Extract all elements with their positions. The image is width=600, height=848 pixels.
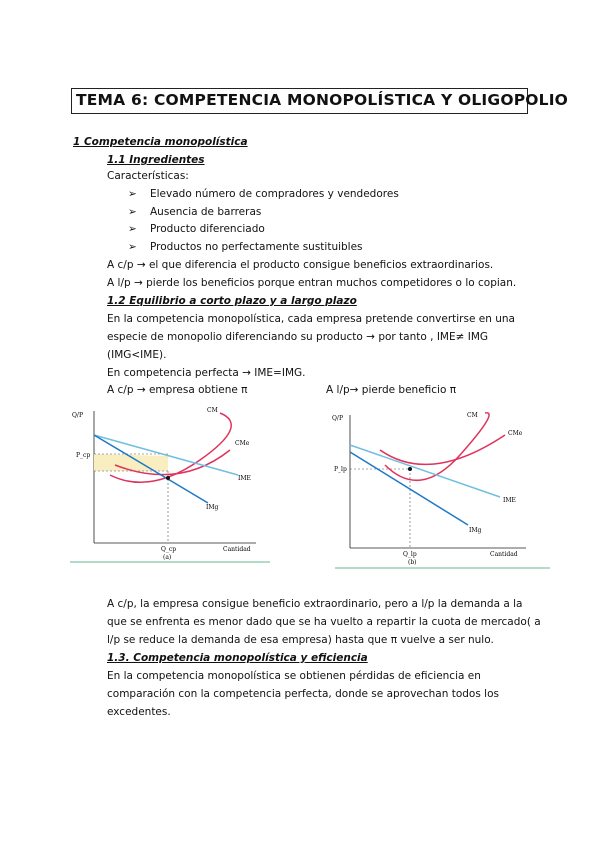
cp-statement: A c/p → el que diferencia el producto consigue beneficios extraordinarios. [107, 259, 494, 271]
cm-curve [385, 413, 489, 481]
arrowhead-bullet-icon: ➢ [128, 223, 137, 235]
subsection-1-2-heading: 1.2 Equilibrio a corto plazo y a largo plazo [107, 295, 357, 307]
paragraph-line: En la competencia monopolística se obtienen pérdidas de eficiencia en [107, 670, 481, 682]
paragraph-line: especie de monopolio diferenciando su producto → por tanto , IME≠ IMG [107, 331, 489, 343]
ime-label: IME [238, 475, 251, 482]
bullet-item: ➢ Ausencia de barreras [128, 206, 262, 218]
paragraph-line: l/p se reduce la demanda de esa empresa) hasta que π vuelve a ser nulo. [107, 634, 494, 646]
img-label: IMg [469, 527, 482, 534]
graph-left-label: A c/p → empresa obtiene π [107, 384, 248, 396]
img-label: IMg [206, 504, 219, 511]
short-run-graph [70, 405, 270, 565]
section-1-heading: 1 Competencia monopolística [73, 136, 248, 148]
cme-label: CMe [235, 440, 250, 447]
paragraph-line: excedentes. [107, 706, 171, 718]
long-run-graph [330, 405, 552, 570]
arrowhead-bullet-icon: ➢ [128, 241, 137, 253]
x-axis-label: Cantidad [223, 546, 251, 553]
lp-statement: A l/p → pierde los beneficios porque entran muchos competidores o lo copian. [107, 277, 517, 289]
paragraph-line: En la competencia monopolística, cada empresa pretende convertirse en una [107, 313, 515, 325]
bullet-item: ➢ Producto diferenciado [128, 223, 265, 235]
bullet-item: ➢ Elevado número de compradores y vendedores [128, 188, 399, 200]
quantity-label: Q_lp [403, 551, 417, 558]
subsection-1-3-heading: 1.3. Competencia monopolística y eficiencia [107, 652, 368, 664]
cme-label: CMe [508, 430, 523, 437]
cm-label: CM [207, 407, 218, 414]
cme-curve [380, 435, 505, 464]
ime-line [350, 445, 500, 497]
quantity-label: Q_cp [161, 546, 177, 553]
paragraph-line: comparación con la competencia perfecta, donde se aprovechan todos los [107, 688, 499, 700]
paragraph-line: En competencia perfecta → IME=IMG. [107, 367, 306, 379]
subsection-1-1-heading: 1.1 Ingredientes [107, 154, 205, 166]
graph-caption: (a) [163, 554, 172, 561]
graph-right-label: A l/p→ pierde beneficio π [326, 384, 457, 396]
arrowhead-bullet-icon: ➢ [128, 188, 137, 200]
price-label: P_cp [76, 452, 91, 459]
page-title: TEMA 6: COMPETENCIA MONOPOLÍSTICA Y OLIGOPOLIO [76, 91, 569, 109]
paragraph-line: que se enfrenta es menor dado que se ha vuelto a repartir la cuota de mercado( a [107, 616, 541, 628]
price-label: P_lp [334, 466, 347, 473]
arrowhead-bullet-icon: ➢ [128, 206, 137, 218]
y-axis-label: Q/P [72, 412, 83, 419]
paragraph-line: A c/p, la empresa consigue beneficio extraordinario, pero a l/p la demanda a la [107, 598, 523, 610]
bullet-item: ➢ Productos no perfectamente sustituibles [128, 241, 363, 253]
cm-curve [110, 413, 231, 482]
caracteristicas-label: Características: [107, 170, 189, 182]
graph-caption: (b) [408, 559, 417, 566]
cm-label: CM [467, 412, 478, 419]
paragraph-line: (IMG<IME). [107, 349, 167, 361]
y-axis-label: Q/P [332, 415, 343, 422]
ime-label: IME [503, 497, 516, 504]
x-axis-label: Cantidad [490, 551, 518, 558]
